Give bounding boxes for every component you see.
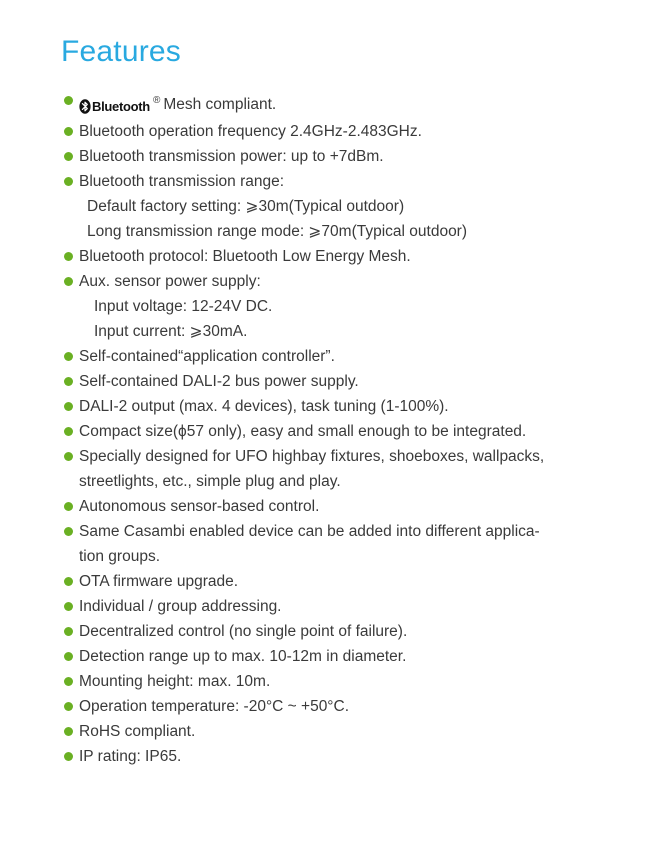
feature-continuation: tion groups.	[79, 548, 160, 565]
bullet-icon	[64, 277, 73, 286]
bullet-icon	[64, 577, 73, 586]
list-item	[61, 169, 601, 244]
list-item	[61, 694, 601, 719]
bullet-icon	[64, 96, 73, 105]
list-item	[61, 519, 601, 569]
feature-text: Operation temperature: -20°C ~ +50°C.	[79, 698, 350, 715]
feature-text: Same Casambi enabled device can be added into different applica-	[79, 523, 540, 540]
bullet-icon	[64, 177, 73, 186]
registered-mark: ®	[152, 95, 161, 106]
list-item	[61, 119, 601, 144]
list-item	[61, 494, 601, 519]
feature-text: Detection range up to max. 10-12m in diameter.	[79, 648, 407, 665]
list-item	[61, 369, 601, 394]
list-item	[61, 244, 601, 269]
bullet-icon	[64, 377, 73, 386]
bluetooth-icon	[79, 99, 91, 114]
feature-text: IP rating: IP65.	[79, 748, 182, 765]
feature-text: Mounting height: max. 10m.	[79, 673, 271, 690]
list-item	[61, 394, 601, 419]
list-item	[61, 619, 601, 644]
feature-text: Compact size(ϕ57 only), easy and small enough to be integrated.	[79, 423, 527, 440]
feature-subitem: Long transmission range mode: ⩾70m(Typical outdoor)	[87, 223, 468, 240]
bullet-icon	[64, 677, 73, 686]
bullet-icon	[64, 652, 73, 661]
bullet-icon	[64, 702, 73, 711]
feature-text: Self-contained DALI-2 bus power supply.	[79, 373, 359, 390]
bullet-icon	[64, 602, 73, 611]
bullet-icon	[64, 502, 73, 511]
list-item	[61, 644, 601, 669]
feature-text: Decentralized control (no single point of failure).	[79, 623, 408, 640]
bullet-icon	[64, 527, 73, 536]
bullet-icon	[64, 152, 73, 161]
bullet-icon	[64, 427, 73, 436]
feature-text: Individual / group addressing.	[79, 598, 282, 615]
features-list	[61, 88, 601, 769]
bullet-icon	[64, 452, 73, 461]
bluetooth-wordmark: Bluetooth	[92, 99, 150, 114]
page-title: Features	[61, 35, 181, 68]
feature-text: Aux. sensor power supply:	[79, 273, 261, 290]
feature-text: DALI-2 output (max. 4 devices), task tuning (1-100%).	[79, 398, 449, 415]
feature-text: Autonomous sensor-based control.	[79, 498, 320, 515]
list-item	[61, 594, 601, 619]
feature-text: Self-contained“application controller”.	[79, 348, 335, 365]
feature-text: RoHS compliant.	[79, 723, 196, 740]
list-item	[61, 444, 601, 494]
feature-text: Bluetooth transmission power: up to +7dBm.	[79, 148, 384, 165]
feature-text: Bluetooth operation frequency 2.4GHz-2.483GHz.	[79, 123, 422, 140]
feature-subitem: Input voltage: 12-24V DC.	[94, 298, 273, 315]
list-item	[61, 144, 601, 169]
list-item	[61, 744, 601, 769]
list-item	[61, 344, 601, 369]
feature-subitem: Default factory setting: ⩾30m(Typical outdoor)	[87, 198, 405, 215]
feature-text: Mesh compliant.	[163, 96, 277, 113]
list-item	[61, 419, 601, 444]
bullet-icon	[64, 727, 73, 736]
feature-text: Bluetooth protocol: Bluetooth Low Energy Mesh.	[79, 248, 411, 265]
list-item	[61, 569, 601, 594]
list-item	[61, 269, 601, 344]
bullet-icon	[64, 752, 73, 761]
list-item	[61, 88, 601, 119]
feature-text: Specially designed for UFO highbay fixtures, shoeboxes, wallpacks,	[79, 448, 545, 465]
bullet-icon	[64, 402, 73, 411]
bullet-icon	[64, 627, 73, 636]
bluetooth-logo	[79, 94, 150, 119]
bullet-icon	[64, 252, 73, 261]
feature-text: OTA firmware upgrade.	[79, 573, 239, 590]
feature-subitem: Input current: ⩾30mA.	[94, 323, 248, 340]
bullet-icon	[64, 127, 73, 136]
bullet-icon	[64, 352, 73, 361]
list-item	[61, 719, 601, 744]
feature-text: Bluetooth transmission range:	[79, 173, 285, 190]
list-item	[61, 669, 601, 694]
feature-continuation: streetlights, etc., simple plug and play.	[79, 473, 341, 490]
